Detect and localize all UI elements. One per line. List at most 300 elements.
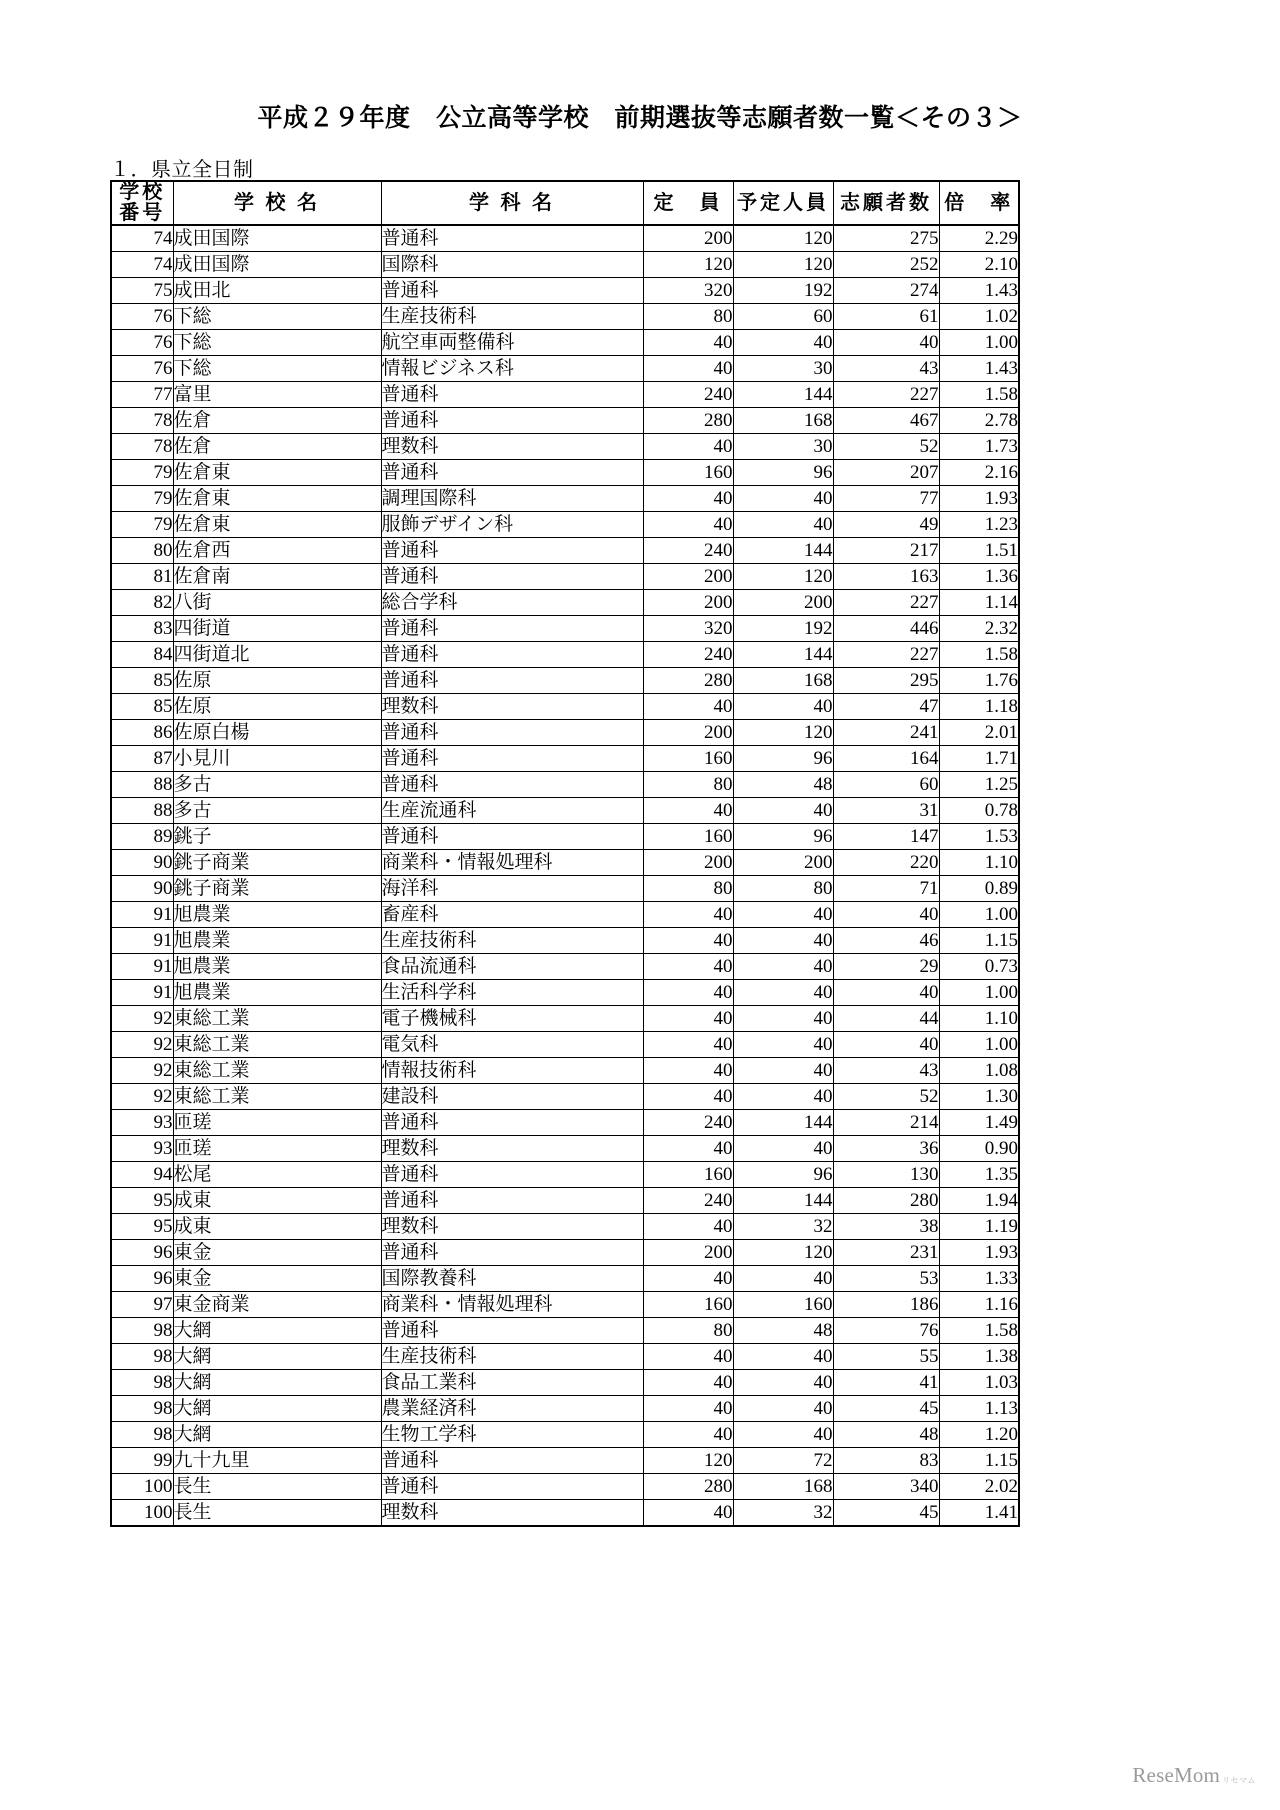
cell-department: 生産技術科 (381, 304, 643, 330)
cell-school-name: 下総 (173, 356, 381, 382)
cell-school-name: 四街道北 (173, 642, 381, 668)
cell-capacity: 280 (643, 408, 733, 434)
cell-applicants: 36 (833, 1136, 939, 1162)
cell-planned: 200 (733, 850, 833, 876)
cell-department: 理数科 (381, 1136, 643, 1162)
cell-applicants: 44 (833, 1006, 939, 1032)
cell-school-no: 99 (111, 1448, 173, 1474)
cell-school-no: 79 (111, 512, 173, 538)
cell-school-name: 匝瑳 (173, 1136, 381, 1162)
cell-ratio: 1.20 (939, 1422, 1019, 1448)
cell-school-name: 佐倉西 (173, 538, 381, 564)
cell-capacity: 40 (643, 330, 733, 356)
cell-applicants: 76 (833, 1318, 939, 1344)
cell-ratio: 1.36 (939, 564, 1019, 590)
cell-applicants: 40 (833, 902, 939, 928)
cell-school-no: 98 (111, 1318, 173, 1344)
cell-school-no: 91 (111, 902, 173, 928)
cell-school-no: 84 (111, 642, 173, 668)
cell-school-name: 東総工業 (173, 1032, 381, 1058)
cell-ratio: 1.49 (939, 1110, 1019, 1136)
table-row (111, 278, 1019, 304)
cell-school-no: 92 (111, 1058, 173, 1084)
cell-applicants: 40 (833, 330, 939, 356)
cell-planned: 192 (733, 616, 833, 642)
column-header-school-no-line2: 番号 (119, 202, 166, 224)
table-row (111, 512, 1019, 538)
watermark-subtext: リセマム (1222, 1776, 1256, 1785)
cell-ratio: 1.15 (939, 928, 1019, 954)
cell-department: 普通科 (381, 278, 643, 304)
cell-capacity: 40 (643, 486, 733, 512)
cell-planned: 144 (733, 382, 833, 408)
cell-department: 理数科 (381, 1500, 643, 1527)
cell-capacity: 120 (643, 252, 733, 278)
cell-school-no: 82 (111, 590, 173, 616)
cell-planned: 48 (733, 1318, 833, 1344)
cell-applicants: 252 (833, 252, 939, 278)
applicants-table (110, 180, 1020, 1527)
table-row (111, 720, 1019, 746)
table-row (111, 746, 1019, 772)
cell-school-name: 大網 (173, 1344, 381, 1370)
cell-ratio: 0.73 (939, 954, 1019, 980)
cell-ratio: 2.78 (939, 408, 1019, 434)
watermark (1132, 1763, 1256, 1788)
cell-ratio: 1.00 (939, 330, 1019, 356)
cell-ratio: 2.29 (939, 225, 1019, 252)
column-header-applicants: 志願者数 (833, 181, 939, 225)
cell-capacity: 40 (643, 1370, 733, 1396)
cell-department: 理数科 (381, 434, 643, 460)
cell-ratio: 0.89 (939, 876, 1019, 902)
table-row (111, 304, 1019, 330)
cell-department: 農業経済科 (381, 1396, 643, 1422)
cell-school-name: 旭農業 (173, 980, 381, 1006)
cell-department: 理数科 (381, 694, 643, 720)
cell-capacity: 40 (643, 1084, 733, 1110)
cell-planned: 40 (733, 1344, 833, 1370)
cell-applicants: 53 (833, 1266, 939, 1292)
cell-planned: 48 (733, 772, 833, 798)
table-row (111, 694, 1019, 720)
cell-ratio: 1.25 (939, 772, 1019, 798)
cell-planned: 96 (733, 746, 833, 772)
cell-applicants: 40 (833, 1032, 939, 1058)
cell-applicants: 220 (833, 850, 939, 876)
cell-ratio: 1.58 (939, 642, 1019, 668)
cell-department: 普通科 (381, 1318, 643, 1344)
cell-ratio: 2.16 (939, 460, 1019, 486)
cell-planned: 96 (733, 824, 833, 850)
cell-planned: 168 (733, 1474, 833, 1500)
cell-capacity: 40 (643, 1006, 733, 1032)
table-row (111, 1006, 1019, 1032)
cell-planned: 60 (733, 304, 833, 330)
cell-applicants: 214 (833, 1110, 939, 1136)
cell-capacity: 40 (643, 1422, 733, 1448)
table-header-row (111, 181, 1019, 225)
cell-department: 普通科 (381, 1240, 643, 1266)
cell-capacity: 40 (643, 356, 733, 382)
cell-capacity: 240 (643, 1110, 733, 1136)
cell-ratio: 1.73 (939, 434, 1019, 460)
cell-school-no: 98 (111, 1344, 173, 1370)
cell-ratio: 0.78 (939, 798, 1019, 824)
cell-planned: 120 (733, 564, 833, 590)
cell-school-name: 佐原 (173, 668, 381, 694)
table-row (111, 1318, 1019, 1344)
table-row (111, 1240, 1019, 1266)
cell-department: 食品流通科 (381, 954, 643, 980)
cell-planned: 40 (733, 486, 833, 512)
cell-ratio: 1.16 (939, 1292, 1019, 1318)
cell-school-name: 銚子商業 (173, 850, 381, 876)
cell-ratio: 1.53 (939, 824, 1019, 850)
cell-department: 情報ビジネス科 (381, 356, 643, 382)
cell-applicants: 227 (833, 382, 939, 408)
cell-department: 普通科 (381, 720, 643, 746)
cell-applicants: 446 (833, 616, 939, 642)
table-row (111, 330, 1019, 356)
cell-applicants: 43 (833, 356, 939, 382)
table-row (111, 1188, 1019, 1214)
cell-applicants: 227 (833, 590, 939, 616)
cell-ratio: 1.19 (939, 1214, 1019, 1240)
cell-capacity: 200 (643, 1240, 733, 1266)
table-row (111, 1500, 1019, 1527)
cell-capacity: 40 (643, 980, 733, 1006)
cell-school-name: 東金 (173, 1266, 381, 1292)
table-row (111, 225, 1019, 252)
cell-school-name: 東総工業 (173, 1058, 381, 1084)
table-row (111, 1214, 1019, 1240)
cell-ratio: 2.02 (939, 1474, 1019, 1500)
cell-capacity: 40 (643, 928, 733, 954)
watermark-text: ReseMom (1132, 1763, 1221, 1787)
cell-capacity: 40 (643, 1396, 733, 1422)
cell-applicants: 280 (833, 1188, 939, 1214)
cell-ratio: 1.30 (939, 1084, 1019, 1110)
cell-planned: 40 (733, 902, 833, 928)
cell-applicants: 40 (833, 980, 939, 1006)
cell-school-no: 95 (111, 1214, 173, 1240)
cell-department: 普通科 (381, 460, 643, 486)
cell-applicants: 164 (833, 746, 939, 772)
cell-department: 普通科 (381, 564, 643, 590)
table-row (111, 772, 1019, 798)
cell-capacity: 40 (643, 954, 733, 980)
cell-school-name: 銚子商業 (173, 876, 381, 902)
cell-capacity: 40 (643, 512, 733, 538)
cell-applicants: 43 (833, 1058, 939, 1084)
cell-school-name: 松尾 (173, 1162, 381, 1188)
cell-school-name: 九十九里 (173, 1448, 381, 1474)
cell-planned: 40 (733, 1006, 833, 1032)
cell-planned: 40 (733, 928, 833, 954)
cell-school-name: 東金 (173, 1240, 381, 1266)
cell-planned: 40 (733, 1136, 833, 1162)
cell-capacity: 40 (643, 1058, 733, 1084)
cell-department: 生産技術科 (381, 1344, 643, 1370)
cell-department: 電気科 (381, 1032, 643, 1058)
cell-school-name: 佐原 (173, 694, 381, 720)
cell-school-name: 成田国際 (173, 252, 381, 278)
column-header-school-no (111, 181, 173, 225)
table-row (111, 1084, 1019, 1110)
cell-department: 普通科 (381, 1110, 643, 1136)
cell-applicants: 217 (833, 538, 939, 564)
cell-capacity: 40 (643, 1266, 733, 1292)
cell-planned: 40 (733, 1396, 833, 1422)
cell-ratio: 1.38 (939, 1344, 1019, 1370)
cell-school-name: 佐倉 (173, 408, 381, 434)
cell-department: 生産技術科 (381, 928, 643, 954)
cell-department: 食品工業科 (381, 1370, 643, 1396)
cell-ratio: 1.08 (939, 1058, 1019, 1084)
cell-capacity: 320 (643, 278, 733, 304)
table-row (111, 1344, 1019, 1370)
cell-ratio: 0.90 (939, 1136, 1019, 1162)
table-row (111, 1032, 1019, 1058)
cell-school-no: 85 (111, 694, 173, 720)
cell-planned: 40 (733, 330, 833, 356)
cell-ratio: 1.15 (939, 1448, 1019, 1474)
cell-department: 普通科 (381, 642, 643, 668)
column-header-school-name: 学 校 名 (173, 181, 381, 225)
cell-school-no: 77 (111, 382, 173, 408)
cell-school-name: 多古 (173, 772, 381, 798)
cell-planned: 40 (733, 1058, 833, 1084)
cell-school-no: 100 (111, 1500, 173, 1527)
table-row (111, 1292, 1019, 1318)
cell-school-name: 成東 (173, 1214, 381, 1240)
cell-planned: 30 (733, 356, 833, 382)
cell-capacity: 160 (643, 1292, 733, 1318)
cell-applicants: 61 (833, 304, 939, 330)
cell-school-name: 東総工業 (173, 1006, 381, 1032)
table-row (111, 850, 1019, 876)
cell-capacity: 40 (643, 1032, 733, 1058)
cell-capacity: 240 (643, 642, 733, 668)
cell-school-no: 93 (111, 1110, 173, 1136)
cell-department: 普通科 (381, 1474, 643, 1500)
cell-applicants: 29 (833, 954, 939, 980)
cell-applicants: 241 (833, 720, 939, 746)
cell-planned: 32 (733, 1214, 833, 1240)
cell-planned: 40 (733, 1422, 833, 1448)
cell-applicants: 147 (833, 824, 939, 850)
cell-capacity: 160 (643, 460, 733, 486)
table-row (111, 902, 1019, 928)
cell-school-no: 92 (111, 1006, 173, 1032)
table-row (111, 980, 1019, 1006)
section-label: １．県立全日制 (110, 159, 254, 181)
cell-applicants: 130 (833, 1162, 939, 1188)
cell-applicants: 163 (833, 564, 939, 590)
cell-ratio: 1.14 (939, 590, 1019, 616)
cell-capacity: 40 (643, 1136, 733, 1162)
table-row (111, 798, 1019, 824)
cell-department: 普通科 (381, 772, 643, 798)
cell-ratio: 1.93 (939, 486, 1019, 512)
cell-ratio: 2.32 (939, 616, 1019, 642)
cell-school-name: 富里 (173, 382, 381, 408)
cell-ratio: 1.00 (939, 902, 1019, 928)
cell-planned: 144 (733, 1188, 833, 1214)
cell-school-no: 83 (111, 616, 173, 642)
cell-department: 普通科 (381, 1162, 643, 1188)
cell-applicants: 83 (833, 1448, 939, 1474)
cell-capacity: 160 (643, 1162, 733, 1188)
cell-department: 情報技術科 (381, 1058, 643, 1084)
cell-school-name: 東総工業 (173, 1084, 381, 1110)
applicants-table-container (110, 180, 1018, 1527)
cell-school-no: 76 (111, 304, 173, 330)
cell-school-name: 多古 (173, 798, 381, 824)
cell-school-no: 74 (111, 252, 173, 278)
cell-school-no: 90 (111, 850, 173, 876)
cell-department: 普通科 (381, 1188, 643, 1214)
table-row (111, 824, 1019, 850)
table-row (111, 954, 1019, 980)
cell-school-no: 94 (111, 1162, 173, 1188)
cell-capacity: 120 (643, 1448, 733, 1474)
cell-school-no: 81 (111, 564, 173, 590)
cell-capacity: 40 (643, 1214, 733, 1240)
cell-applicants: 31 (833, 798, 939, 824)
cell-department: 普通科 (381, 668, 643, 694)
cell-department: 普通科 (381, 408, 643, 434)
cell-school-no: 79 (111, 460, 173, 486)
cell-school-no: 91 (111, 928, 173, 954)
cell-ratio: 1.43 (939, 356, 1019, 382)
cell-school-no: 96 (111, 1240, 173, 1266)
table-row (111, 1422, 1019, 1448)
cell-school-name: 佐原白楊 (173, 720, 381, 746)
table-row (111, 1396, 1019, 1422)
cell-department: 建設科 (381, 1084, 643, 1110)
table-row (111, 1058, 1019, 1084)
cell-capacity: 40 (643, 902, 733, 928)
cell-capacity: 40 (643, 798, 733, 824)
table-header (111, 181, 1019, 225)
cell-capacity: 160 (643, 824, 733, 850)
cell-capacity: 200 (643, 720, 733, 746)
cell-planned: 40 (733, 1084, 833, 1110)
cell-applicants: 48 (833, 1422, 939, 1448)
cell-capacity: 240 (643, 538, 733, 564)
cell-capacity: 40 (643, 434, 733, 460)
cell-applicants: 295 (833, 668, 939, 694)
cell-applicants: 231 (833, 1240, 939, 1266)
cell-school-no: 92 (111, 1032, 173, 1058)
cell-department: 普通科 (381, 1448, 643, 1474)
cell-applicants: 227 (833, 642, 939, 668)
cell-capacity: 240 (643, 1188, 733, 1214)
table-row (111, 1162, 1019, 1188)
cell-planned: 168 (733, 408, 833, 434)
cell-school-no: 97 (111, 1292, 173, 1318)
page-title: 平成２９年度 公立高等学校 前期選抜等志願者数一覧＜その３＞ (257, 104, 1023, 132)
cell-school-name: 大網 (173, 1422, 381, 1448)
cell-department: 電子機械科 (381, 1006, 643, 1032)
cell-school-name: 長生 (173, 1474, 381, 1500)
cell-capacity: 320 (643, 616, 733, 642)
cell-department: 商業科・情報処理科 (381, 1292, 643, 1318)
cell-planned: 144 (733, 538, 833, 564)
cell-department: 普通科 (381, 746, 643, 772)
column-header-department: 学 科 名 (381, 181, 643, 225)
cell-ratio: 1.02 (939, 304, 1019, 330)
cell-capacity: 40 (643, 694, 733, 720)
column-header-capacity: 定 員 (643, 181, 733, 225)
cell-ratio: 1.58 (939, 1318, 1019, 1344)
cell-applicants: 274 (833, 278, 939, 304)
table-row (111, 928, 1019, 954)
cell-applicants: 71 (833, 876, 939, 902)
cell-capacity: 80 (643, 304, 733, 330)
cell-school-name: 下総 (173, 304, 381, 330)
cell-department: 航空車両整備科 (381, 330, 643, 356)
cell-school-name: 佐倉東 (173, 486, 381, 512)
table-row (111, 252, 1019, 278)
cell-applicants: 46 (833, 928, 939, 954)
cell-school-no: 87 (111, 746, 173, 772)
cell-planned: 40 (733, 1370, 833, 1396)
table-row (111, 356, 1019, 382)
table-body (111, 225, 1019, 1526)
cell-ratio: 1.00 (939, 1032, 1019, 1058)
cell-school-name: 成田国際 (173, 225, 381, 252)
cell-school-no: 76 (111, 330, 173, 356)
cell-school-name: 旭農業 (173, 954, 381, 980)
cell-department: 普通科 (381, 616, 643, 642)
table-row (111, 1474, 1019, 1500)
table-row (111, 616, 1019, 642)
cell-planned: 160 (733, 1292, 833, 1318)
cell-applicants: 60 (833, 772, 939, 798)
cell-school-no: 91 (111, 980, 173, 1006)
cell-capacity: 80 (643, 772, 733, 798)
cell-department: 国際科 (381, 252, 643, 278)
cell-applicants: 52 (833, 1084, 939, 1110)
cell-department: 生物工学科 (381, 1422, 643, 1448)
cell-ratio: 1.03 (939, 1370, 1019, 1396)
cell-ratio: 1.71 (939, 746, 1019, 772)
cell-planned: 120 (733, 1240, 833, 1266)
cell-applicants: 49 (833, 512, 939, 538)
cell-planned: 40 (733, 954, 833, 980)
cell-planned: 200 (733, 590, 833, 616)
cell-planned: 40 (733, 512, 833, 538)
cell-planned: 120 (733, 720, 833, 746)
cell-school-name: 長生 (173, 1500, 381, 1527)
cell-school-no: 75 (111, 278, 173, 304)
cell-school-name: 佐倉 (173, 434, 381, 460)
cell-ratio: 1.33 (939, 1266, 1019, 1292)
cell-school-name: 下総 (173, 330, 381, 356)
cell-applicants: 77 (833, 486, 939, 512)
cell-ratio: 1.93 (939, 1240, 1019, 1266)
cell-school-name: 佐倉東 (173, 460, 381, 486)
cell-department: 普通科 (381, 824, 643, 850)
cell-school-name: 旭農業 (173, 902, 381, 928)
cell-department: 国際教養科 (381, 1266, 643, 1292)
table-row (111, 1110, 1019, 1136)
cell-school-no: 88 (111, 798, 173, 824)
cell-school-name: 八街 (173, 590, 381, 616)
